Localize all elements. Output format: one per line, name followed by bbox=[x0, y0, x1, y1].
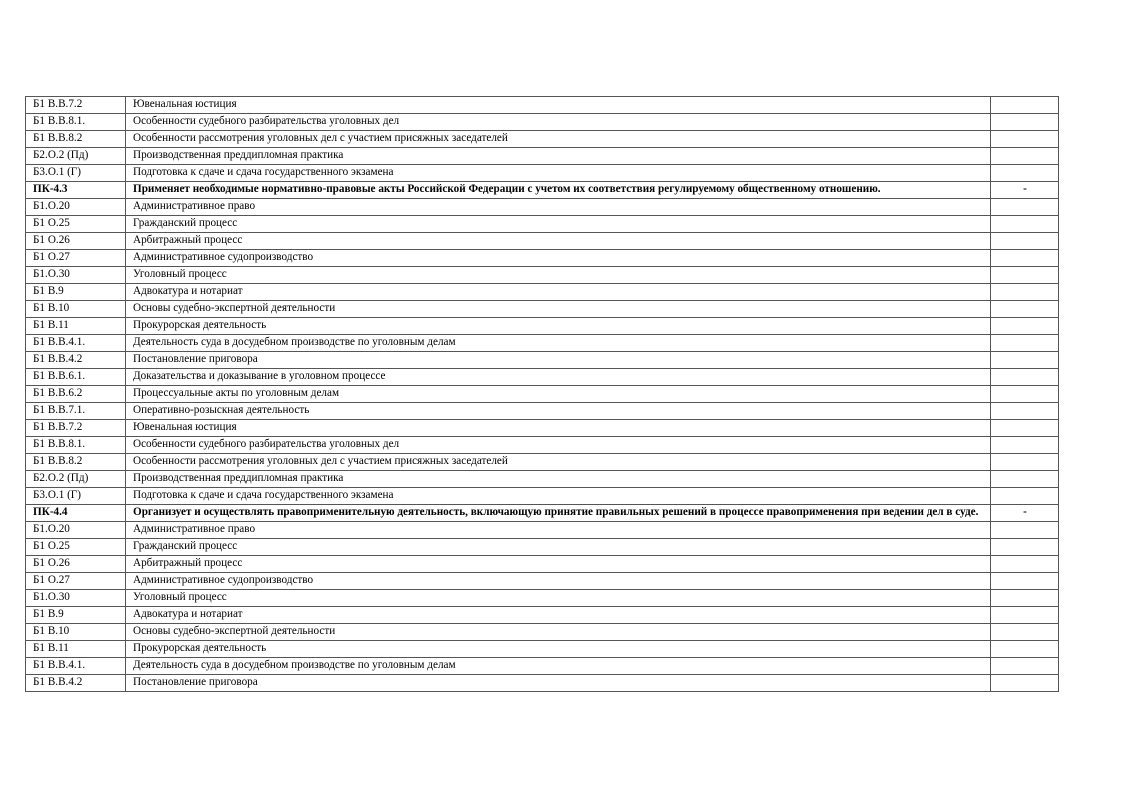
table-row bbox=[26, 267, 1059, 284]
table-row bbox=[26, 675, 1059, 692]
discipline-name: Ювенальная юстиция bbox=[126, 97, 991, 114]
discipline-name: Особенности рассмотрения уголовных дел с участием присяжных заседателей bbox=[126, 454, 991, 471]
discipline-name: Административное судопроизводство bbox=[126, 573, 991, 590]
discipline-name: Постановление приговора bbox=[126, 352, 991, 369]
mark-cell bbox=[991, 573, 1059, 590]
mark-cell bbox=[991, 216, 1059, 233]
mark-cell bbox=[991, 335, 1059, 352]
discipline-name: Постановление приговора bbox=[126, 675, 991, 692]
table-row bbox=[26, 199, 1059, 216]
mark-cell: - bbox=[991, 182, 1059, 199]
table-row bbox=[26, 114, 1059, 131]
discipline-code: Б1.О.20 bbox=[26, 522, 126, 539]
table-row bbox=[26, 641, 1059, 658]
discipline-name: Подготовка к сдаче и сдача государственного экзамена bbox=[126, 488, 991, 505]
discipline-code: Б1 В.В.6.2 bbox=[26, 386, 126, 403]
mark-cell bbox=[991, 318, 1059, 335]
discipline-name: Гражданский процесс bbox=[126, 216, 991, 233]
discipline-name: Прокурорская деятельность bbox=[126, 641, 991, 658]
mark-cell bbox=[991, 471, 1059, 488]
mark-cell: - bbox=[991, 505, 1059, 522]
mark-cell bbox=[991, 658, 1059, 675]
discipline-code: Б1 О.25 bbox=[26, 216, 126, 233]
table-row bbox=[26, 403, 1059, 420]
table-row bbox=[26, 573, 1059, 590]
discipline-name: Производственная преддипломная практика bbox=[126, 471, 991, 488]
table-row bbox=[26, 250, 1059, 267]
discipline-code: Б1 В.11 bbox=[26, 641, 126, 658]
competence-code: ПК-4.4 bbox=[26, 505, 126, 522]
mark-cell bbox=[991, 386, 1059, 403]
discipline-code: Б1 В.9 bbox=[26, 284, 126, 301]
discipline-code: Б1 В.10 bbox=[26, 301, 126, 318]
discipline-code: Б1 В.В.8.2 bbox=[26, 454, 126, 471]
mark-cell bbox=[991, 233, 1059, 250]
mark-cell bbox=[991, 114, 1059, 131]
table-row bbox=[26, 165, 1059, 182]
mark-cell bbox=[991, 607, 1059, 624]
discipline-code: Б1 О.27 bbox=[26, 573, 126, 590]
table-row bbox=[26, 284, 1059, 301]
mark-cell bbox=[991, 97, 1059, 114]
discipline-name: Особенности судебного разбирательства уголовных дел bbox=[126, 437, 991, 454]
discipline-name: Доказательства и доказывание в уголовном процессе bbox=[126, 369, 991, 386]
table-row bbox=[26, 352, 1059, 369]
table-row bbox=[26, 556, 1059, 573]
discipline-name: Адвокатура и нотариат bbox=[126, 607, 991, 624]
mark-cell bbox=[991, 420, 1059, 437]
discipline-code: Б1 В.В.8.1. bbox=[26, 114, 126, 131]
mark-cell bbox=[991, 199, 1059, 216]
mark-cell bbox=[991, 267, 1059, 284]
discipline-code: Б1 В.В.8.1. bbox=[26, 437, 126, 454]
discipline-name: Адвокатура и нотариат bbox=[126, 284, 991, 301]
discipline-name: Гражданский процесс bbox=[126, 539, 991, 556]
discipline-code: Б1 В.В.8.2 bbox=[26, 131, 126, 148]
table-row bbox=[26, 318, 1059, 335]
discipline-name: Ювенальная юстиция bbox=[126, 420, 991, 437]
mark-cell bbox=[991, 301, 1059, 318]
discipline-name: Оперативно-розыскная деятельность bbox=[126, 403, 991, 420]
table-row bbox=[26, 539, 1059, 556]
mark-cell bbox=[991, 250, 1059, 267]
table-row bbox=[26, 471, 1059, 488]
discipline-code: Б1 В.В.7.2 bbox=[26, 420, 126, 437]
table-row bbox=[26, 522, 1059, 539]
table-row bbox=[26, 233, 1059, 250]
table-row bbox=[26, 454, 1059, 471]
table-row bbox=[26, 590, 1059, 607]
competence-row bbox=[26, 182, 1059, 199]
discipline-name: Особенности рассмотрения уголовных дел с участием присяжных заседателей bbox=[126, 131, 991, 148]
discipline-name: Уголовный процесс bbox=[126, 590, 991, 607]
discipline-name: Прокурорская деятельность bbox=[126, 318, 991, 335]
discipline-name: Арбитражный процесс bbox=[126, 556, 991, 573]
discipline-code: Б2.О.2 (Пд) bbox=[26, 471, 126, 488]
discipline-code: Б1 О.27 bbox=[26, 250, 126, 267]
discipline-name: Деятельность суда в досудебном производстве по уголовным делам bbox=[126, 658, 991, 675]
discipline-code: Б1.О.30 bbox=[26, 267, 126, 284]
discipline-name: Процессуальные акты по уголовным делам bbox=[126, 386, 991, 403]
discipline-code: Б1 В.11 bbox=[26, 318, 126, 335]
discipline-code: Б1 В.В.7.1. bbox=[26, 403, 126, 420]
competence-code: ПК-4.3 bbox=[26, 182, 126, 199]
competence-row bbox=[26, 505, 1059, 522]
table-row bbox=[26, 97, 1059, 114]
discipline-name: Производственная преддипломная практика bbox=[126, 148, 991, 165]
mark-cell bbox=[991, 403, 1059, 420]
mark-cell bbox=[991, 539, 1059, 556]
discipline-code: Б1 В.В.7.2 bbox=[26, 97, 126, 114]
discipline-code: Б3.О.1 (Г) bbox=[26, 488, 126, 505]
table-row bbox=[26, 301, 1059, 318]
mark-cell bbox=[991, 165, 1059, 182]
discipline-code: Б1 О.26 bbox=[26, 556, 126, 573]
table-row bbox=[26, 437, 1059, 454]
table-row bbox=[26, 607, 1059, 624]
discipline-code: Б1 О.25 bbox=[26, 539, 126, 556]
discipline-name: Административное судопроизводство bbox=[126, 250, 991, 267]
mark-cell bbox=[991, 624, 1059, 641]
table-row bbox=[26, 131, 1059, 148]
discipline-code: Б1.О.20 bbox=[26, 199, 126, 216]
discipline-name: Особенности судебного разбирательства уголовных дел bbox=[126, 114, 991, 131]
table-row bbox=[26, 335, 1059, 352]
table-row bbox=[26, 386, 1059, 403]
discipline-name: Административное право bbox=[126, 522, 991, 539]
discipline-name: Основы судебно-экспертной деятельности bbox=[126, 624, 991, 641]
discipline-code: Б1.О.30 bbox=[26, 590, 126, 607]
table-row bbox=[26, 148, 1059, 165]
table-row bbox=[26, 420, 1059, 437]
competence-description: Организует и осуществлять правоприменительную деятельность, включающую принятие правильных решений в процессе правоприменения при ведении дел в суде. bbox=[126, 505, 991, 522]
table-row bbox=[26, 624, 1059, 641]
table-row bbox=[26, 658, 1059, 675]
discipline-code: Б1 В.В.4.2 bbox=[26, 352, 126, 369]
competence-discipline-table bbox=[25, 96, 1059, 692]
discipline-name: Деятельность суда в досудебном производстве по уголовным делам bbox=[126, 335, 991, 352]
mark-cell bbox=[991, 675, 1059, 692]
discipline-code: Б2.О.2 (Пд) bbox=[26, 148, 126, 165]
discipline-name: Подготовка к сдаче и сдача государственного экзамена bbox=[126, 165, 991, 182]
mark-cell bbox=[991, 488, 1059, 505]
discipline-code: Б1 В.В.4.1. bbox=[26, 658, 126, 675]
discipline-code: Б1 В.9 bbox=[26, 607, 126, 624]
mark-cell bbox=[991, 369, 1059, 386]
discipline-name: Административное право bbox=[126, 199, 991, 216]
competence-description: Применяет необходимые нормативно-правовые акты Российской Федерации с учетом их соответствия регулируемому общественному отношению. bbox=[126, 182, 991, 199]
discipline-code: Б1 В.В.6.1. bbox=[26, 369, 126, 386]
mark-cell bbox=[991, 131, 1059, 148]
mark-cell bbox=[991, 284, 1059, 301]
discipline-code: Б1 В.В.4.2 bbox=[26, 675, 126, 692]
mark-cell bbox=[991, 522, 1059, 539]
discipline-code: Б1 О.26 bbox=[26, 233, 126, 250]
table-body bbox=[26, 97, 1059, 692]
table-row bbox=[26, 216, 1059, 233]
table-row bbox=[26, 488, 1059, 505]
mark-cell bbox=[991, 641, 1059, 658]
discipline-name: Основы судебно-экспертной деятельности bbox=[126, 301, 991, 318]
discipline-code: Б1 В.10 bbox=[26, 624, 126, 641]
discipline-name: Уголовный процесс bbox=[126, 267, 991, 284]
table-row bbox=[26, 369, 1059, 386]
mark-cell bbox=[991, 590, 1059, 607]
discipline-code: Б1 В.В.4.1. bbox=[26, 335, 126, 352]
mark-cell bbox=[991, 352, 1059, 369]
discipline-name: Арбитражный процесс bbox=[126, 233, 991, 250]
mark-cell bbox=[991, 556, 1059, 573]
mark-cell bbox=[991, 437, 1059, 454]
mark-cell bbox=[991, 454, 1059, 471]
mark-cell bbox=[991, 148, 1059, 165]
discipline-code: Б3.О.1 (Г) bbox=[26, 165, 126, 182]
